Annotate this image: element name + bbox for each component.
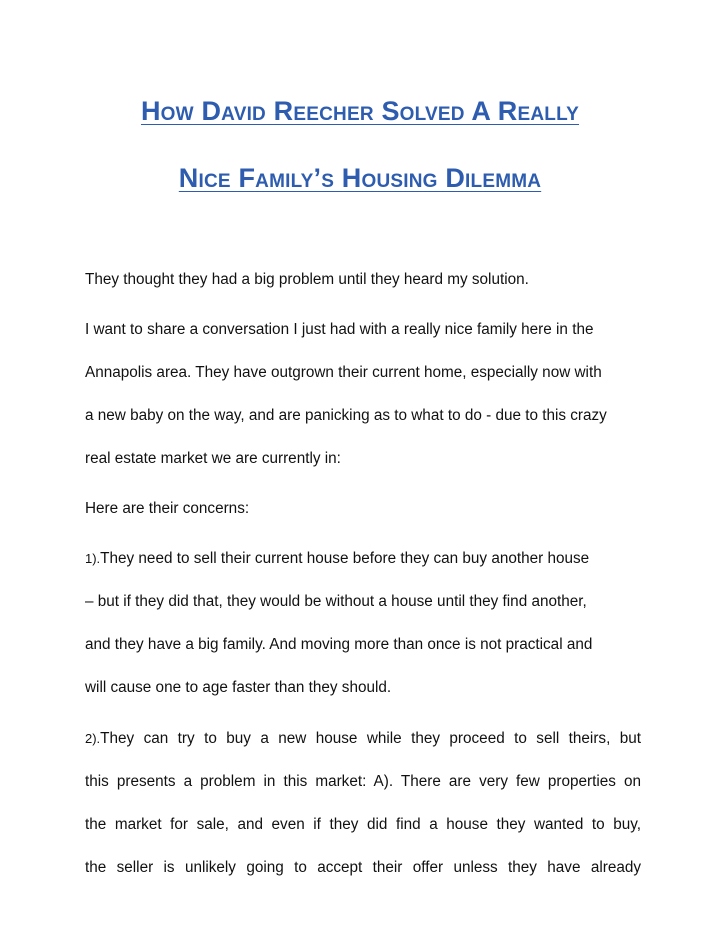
concern-2-text-1: They can try to buy a new house while they proceed to sell theirs, but bbox=[100, 730, 641, 747]
story-line-3: a new baby on the way, and are panicking as to what to do - due to this crazy bbox=[85, 407, 607, 424]
intro-paragraph: They thought they had a big problem until they heard my solution. bbox=[85, 271, 529, 288]
concern-1-line-3: and they have a big family. And moving more than once is not practical and bbox=[85, 636, 593, 653]
document-title-line-2 bbox=[0, 163, 720, 194]
concern-1-line-2: – but if they did that, they would be without a house until they find another, bbox=[85, 593, 587, 610]
story-line-2: Annapolis area. They have outgrown their current home, especially now with bbox=[85, 364, 602, 381]
title-text-1: How David Reecher Solved A Really bbox=[140, 96, 580, 126]
title-text-2: Nice Family’s Housing Dilemma bbox=[178, 163, 542, 193]
concern-2-number: 2). bbox=[85, 731, 101, 746]
concern-2-line-3: the market for sale, and even if they did find a house they wanted to buy, bbox=[85, 816, 641, 833]
concern-2-line-2: this presents a problem in this market: A). There are very few properties on bbox=[85, 773, 641, 790]
concern-2-line-4: the seller is unlikely going to accept their offer unless they have already bbox=[85, 859, 641, 876]
story-line-1: I want to share a conversation I just had with a really nice family here in the bbox=[85, 321, 594, 338]
concern-2-line-1 bbox=[85, 717, 641, 760]
concern-1-number: 1). bbox=[85, 551, 101, 566]
story-line-4: real estate market we are currently in: bbox=[85, 450, 341, 467]
concern-1-line-4: will cause one to age faster than they should. bbox=[85, 679, 392, 696]
concerns-heading: Here are their concerns: bbox=[85, 500, 250, 517]
concern-1-line-1 bbox=[85, 537, 641, 580]
document-title-line-1 bbox=[0, 96, 720, 127]
concern-1-text-1: They need to sell their current house before they can buy another house bbox=[100, 550, 590, 567]
